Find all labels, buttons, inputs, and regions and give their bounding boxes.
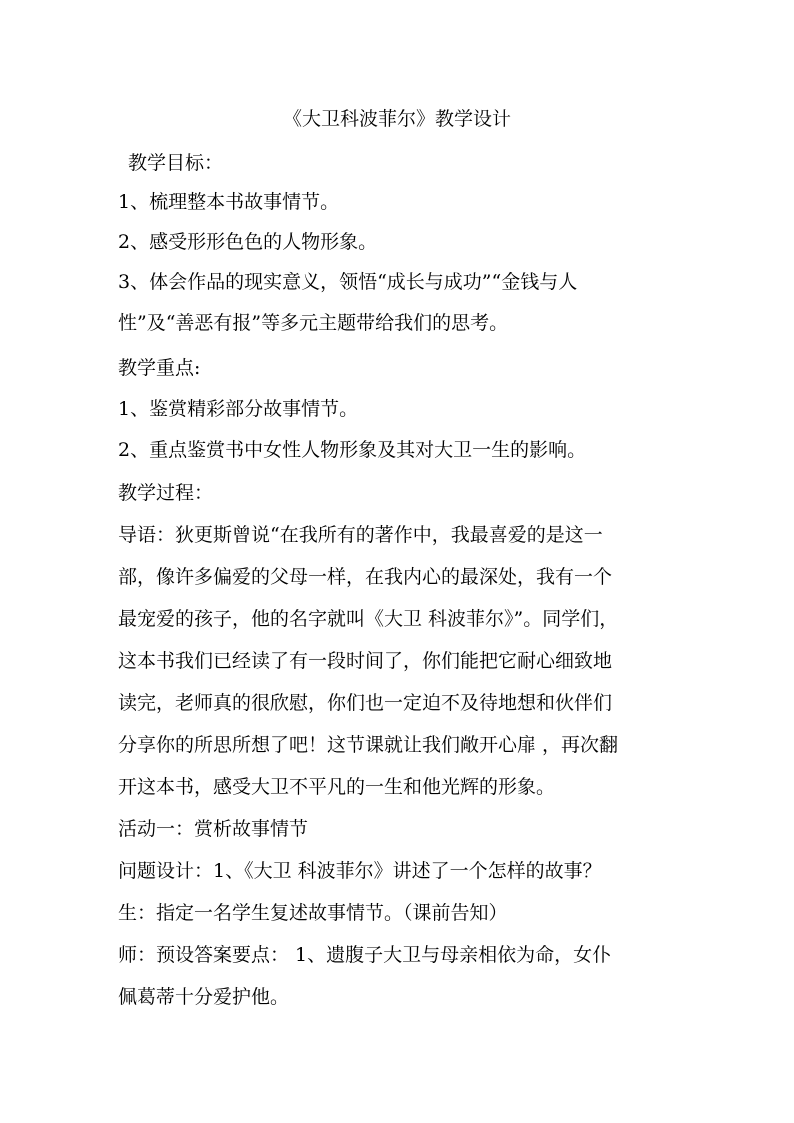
teacher-line-2: 佩葛蒂十分爱护他。 <box>118 986 290 1008</box>
intro-line-6: 分享你的所思所想了吧！这节课就让我们敞开心扉 ，再次翻 <box>118 734 619 756</box>
intro-line-4: 这本书我们已经读了有一段时间了，你们能把它耐心细致地 <box>118 650 613 672</box>
heading-teaching-process: 教学过程： <box>118 482 214 504</box>
teacher-line-1: 师：预设答案要点： 1、遗腹子大卫与母亲相依为命，女仆 <box>118 944 612 966</box>
heading-teaching-goals: 教学目标： <box>128 152 224 174</box>
intro-line-7: 开这本书，感受大卫不平凡的一生和他光辉的形象。 <box>118 776 556 798</box>
focus-item-2: 2、重点鉴赏书中女性人物形象及其对大卫一生的影响。 <box>118 439 587 461</box>
focus-item-1: 1、鉴赏精彩部分故事情节。 <box>118 398 359 420</box>
document-title: 《大卫科波菲尔》教学设计 <box>282 108 511 130</box>
goal-item-2: 2、感受形形色色的人物形象。 <box>118 231 378 253</box>
activity-1-heading: 活动一：赏析故事情节 <box>118 818 309 840</box>
intro-line-5: 读完，老师真的很欣慰，你们也一定迫不及待地想和伙伴们 <box>118 692 613 714</box>
intro-line-2: 部，像许多偏爱的父母一样，在我内心的最深处，我有一个 <box>118 566 613 588</box>
goal-item-3-line-1: 3、体会作品的现实意义，领悟“成长与成功”“金钱与人 <box>118 271 578 293</box>
intro-line-3: 最宠爱的孩子，他的名字就叫《大卫 科波菲尔》”。同学们， <box>118 608 619 630</box>
goal-item-3-line-2: 性”及“善恶有报”等多元主题带给我们的思考。 <box>118 312 509 334</box>
heading-teaching-focus: 教学重点: <box>118 357 201 379</box>
goal-item-1: 1、梳理整本书故事情节。 <box>118 191 340 213</box>
question-design-line: 问题设计：1、《大卫 科波菲尔》讲述了一个怎样的故事？ <box>118 860 602 882</box>
student-line: 生：指定一名学生复述故事情节。（课前告知） <box>118 902 508 924</box>
intro-line-1: 导语：狄更斯曾说“在我所有的著作中，我最喜爱的是这一 <box>118 524 603 546</box>
